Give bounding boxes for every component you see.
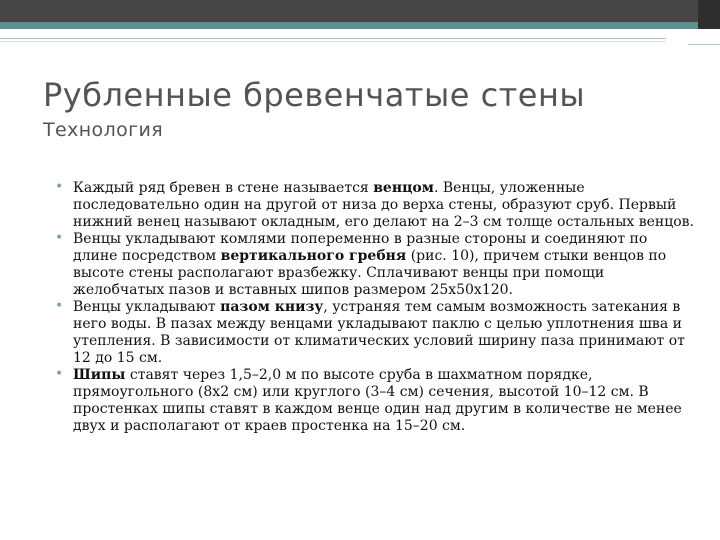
bullet-text: (рис. 10), причем стыки венцов по высоте стены располагают вразбежку. Сплачивают венцы при помощи желобчатых пазов и вставных шипов размером 25х50х120. [73,248,667,298]
bullet-text: . Венцы, уложенные последовательно один на другой от низа до верха стены, образуют сруб. Первый нижний венец называют окладным, его делают на 2–3 см толще остальных венцов. [73,180,694,230]
bullet-marker: • [55,366,64,382]
bullet-marker: • [55,230,64,246]
header-accent-bar [0,22,720,29]
bullet-text: Венцы укладывают комлями попеременно в разные стороны и соединяют по длине посредством [73,231,648,264]
bullet-text: Венцы укладывают [73,299,221,315]
bullet-term: Шипы [73,367,126,383]
bullet-text: Каждый ряд бревен в стене называется [73,180,374,196]
bullet-item [55,231,695,299]
slide-title: Рубленные бревенчатые стены [43,76,586,114]
header-rule [688,44,720,45]
header-bar [0,0,720,22]
bullet-text: ставят через 1,5–2,0 м по высоте сруба в шахматном порядке, прямоугольного (8х2 см) или круглого (3–4 см) сечения, высотой 10–12 см. В простенках шипы ставят в каждом венце один над другим в количестве не менее двух и располагают от краев простенка на 15–20 см. [73,367,682,434]
bullet-term: вертикального гребня [220,248,407,264]
bullet-item [55,299,695,367]
bullet-text: , устраняя тем самым возможность затекания в него воды. В пазах между венцами укладывают паклю с целью уплотнения шва и утепления. В зависимости от климатических условий ширину паза принимают от 12 до 15 см. [73,299,685,366]
bullet-item [55,180,695,231]
header-rule [0,38,666,39]
bullet-item [55,367,695,435]
bullet-marker: • [55,179,64,195]
bullet-term: венцом [373,180,434,196]
bullet-marker: • [55,298,64,314]
bullet-list [55,180,695,435]
header-corner-block [698,0,720,29]
header-rule [0,41,666,42]
slide-subtitle: Технология [43,119,164,141]
bullet-term: пазом книзу [220,299,324,315]
